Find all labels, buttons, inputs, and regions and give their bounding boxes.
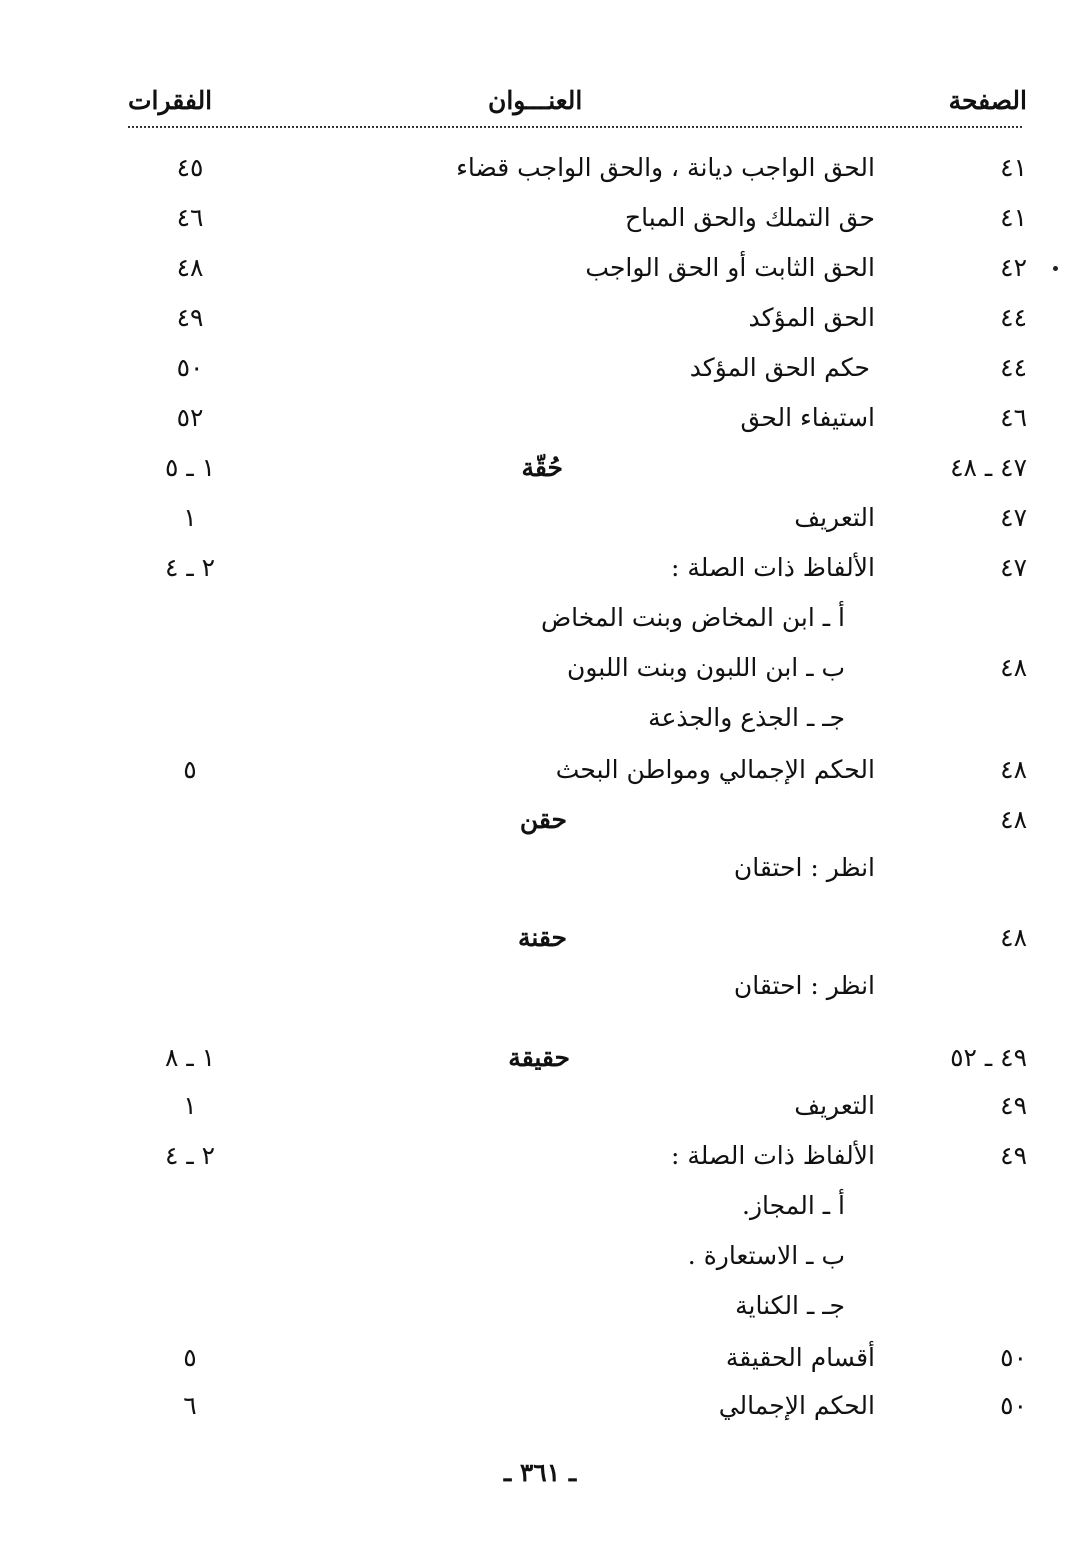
entry-page: ٤٦ (1000, 403, 1027, 432)
index-entry (0, 1086, 1075, 1126)
scan-speck (1053, 266, 1058, 271)
entry-page: ٤٩ (1000, 1091, 1027, 1120)
header-dotted-rule (128, 126, 1022, 128)
entry-page: ٤٤ (1000, 303, 1027, 332)
index-heading-entry (0, 918, 1075, 958)
index-entry (0, 348, 1075, 388)
index-entry (0, 498, 1075, 538)
entry-page: ٥٠ (1000, 1343, 1027, 1372)
entry-title: الحق الواجب ديانة ، والحق الواجب قضاء (456, 153, 875, 182)
entry-paragraphs: ١ (183, 1091, 197, 1120)
entry-page: ٤١ (1000, 203, 1027, 232)
entry-page: ٤٧ (1000, 553, 1027, 582)
entry-title: حق التملك والحق المباح (625, 203, 875, 232)
entry-title: أ ـ المجاز. (742, 1191, 845, 1220)
entry-title: أ ـ ابن المخاض وبنت المخاض (540, 603, 845, 632)
index-heading-entry (0, 448, 1075, 488)
entry-page: ٤٩ ـ ٥٢ (950, 1043, 1027, 1072)
entry-heading: حُقّة (521, 453, 563, 482)
entry-title: الألفاظ ذات الصلة : (670, 1141, 875, 1170)
entry-paragraphs: ٥٠ (176, 353, 204, 382)
index-crossref (0, 966, 1075, 1006)
entry-heading: حقن (519, 805, 567, 834)
entry-paragraphs: ٥ (183, 1343, 197, 1372)
index-entry (0, 1338, 1075, 1378)
entry-title: الحق الثابت أو الحق الواجب (585, 253, 875, 282)
index-entry (0, 248, 1075, 288)
entry-page: ٤٢ (1000, 253, 1027, 282)
entry-title: ب ـ الاستعارة . (687, 1241, 845, 1270)
entry-page: ٤٤ (1000, 353, 1027, 382)
index-entry (0, 198, 1075, 238)
entry-page: ٤١ (1000, 153, 1027, 182)
index-heading-entry (0, 800, 1075, 840)
entry-title: التعريف (794, 503, 875, 532)
index-entry (0, 750, 1075, 790)
entry-title: انظر : احتقان (733, 971, 875, 1000)
entry-paragraphs: ٤٩ (176, 303, 204, 332)
paragraphs-column-header: الفقرات (128, 86, 213, 115)
index-subentry (0, 1236, 1075, 1276)
entry-paragraphs: ٢ ـ ٤ (164, 1141, 216, 1170)
index-subentry (0, 648, 1075, 688)
entry-paragraphs: ٤٨ (176, 253, 204, 282)
index-subentry (0, 1186, 1075, 1226)
entry-title: التعريف (794, 1091, 875, 1120)
index-subentry (0, 598, 1075, 638)
entry-heading: حقيقة (508, 1043, 570, 1072)
entry-title: أقسام الحقيقة (725, 1343, 875, 1372)
entry-title: استيفاء الحق (740, 403, 875, 432)
entry-page: ٤٨ (1000, 653, 1027, 682)
entry-paragraphs: ٦ (183, 1391, 197, 1420)
entry-paragraphs: ٥٢ (176, 403, 204, 432)
index-entry (0, 298, 1075, 338)
index-entry (0, 548, 1075, 588)
entry-title: جـ ـ الجذع والجذعة (648, 703, 845, 732)
index-subentry (0, 1286, 1075, 1326)
entry-title: ب ـ ابن اللبون وبنت اللبون (567, 653, 845, 682)
entry-title: حكم الحق المؤكد (689, 353, 870, 382)
entry-page: ٤٧ (1000, 503, 1027, 532)
entry-paragraphs: ١ ـ ٥ (164, 453, 216, 482)
entry-paragraphs: ٥ (183, 755, 197, 784)
entry-paragraphs: ١ (183, 503, 197, 532)
entry-page: ٥٠ (1000, 1391, 1027, 1420)
index-entry (0, 148, 1075, 188)
index-heading-entry (0, 1038, 1075, 1078)
index-crossref (0, 848, 1075, 888)
entry-page: ٤٨ (1000, 755, 1027, 784)
page-number: ـ ٣٦١ ـ (503, 1458, 577, 1487)
entry-paragraphs: ٤٥ (176, 153, 204, 182)
entry-title: الحق المؤكد (748, 303, 875, 332)
entry-title: الألفاظ ذات الصلة : (670, 553, 875, 582)
entry-page: ٤٨ (1000, 805, 1027, 834)
entry-paragraphs: ٢ ـ ٤ (164, 553, 216, 582)
page-column-header: الصفحة (948, 86, 1027, 115)
entry-page: ٤٩ (1000, 1141, 1027, 1170)
title-column-header: العنـــوان (488, 86, 583, 115)
entry-title: جـ ـ الكناية (735, 1291, 845, 1320)
index-subentry (0, 698, 1075, 738)
entry-title: الحكم الإجمالي ومواطن البحث (555, 755, 875, 784)
index-entry (0, 398, 1075, 438)
index-entry (0, 1386, 1075, 1426)
entry-page: ٤٨ (1000, 923, 1027, 952)
entry-paragraphs: ٤٦ (176, 203, 204, 232)
entry-title: انظر : احتقان (733, 853, 875, 882)
entry-paragraphs: ١ ـ ٨ (164, 1043, 216, 1072)
entry-page: ٤٧ ـ ٤٨ (950, 453, 1027, 482)
entry-title: الحكم الإجمالي (718, 1391, 875, 1420)
entry-heading: حقنة (517, 923, 567, 952)
index-entry (0, 1136, 1075, 1176)
